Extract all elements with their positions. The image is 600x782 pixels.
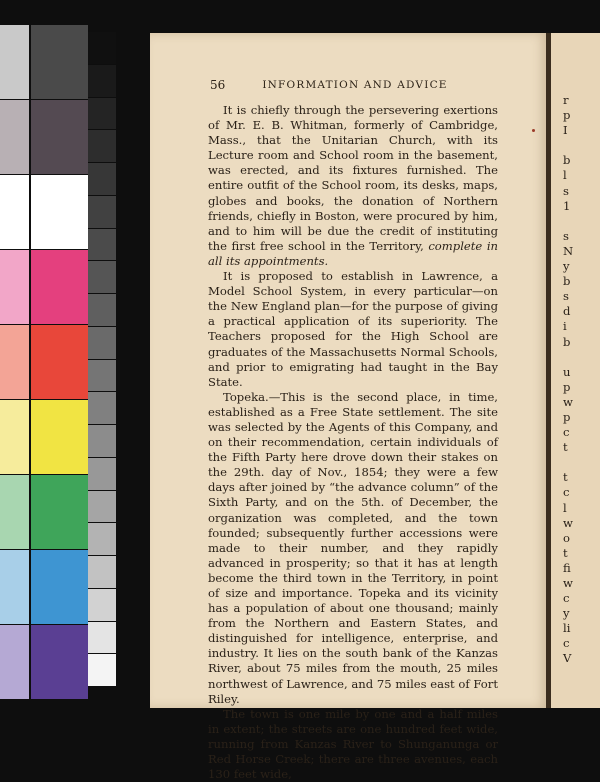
grayscale-step <box>88 556 116 588</box>
next-page-letter: u <box>563 364 571 379</box>
next-page-letter: c <box>563 591 570 606</box>
color-swatch-dark <box>31 175 88 249</box>
grayscale-step <box>88 294 116 326</box>
next-page-edge <box>551 33 600 708</box>
grayscale-step <box>88 425 116 457</box>
next-page-letter: w <box>563 576 573 590</box>
grayscale-step <box>88 360 116 392</box>
grayscale-step <box>88 65 116 97</box>
grayscale-step <box>88 229 116 261</box>
color-swatch-dark <box>31 325 88 399</box>
next-page-text <box>563 93 600 667</box>
color-swatch-dark <box>31 550 88 624</box>
color-swatch-dark <box>31 25 88 99</box>
color-chip <box>0 400 88 474</box>
next-page-letter: b <box>563 334 571 349</box>
next-page-letter: 1 <box>563 198 571 213</box>
grayscale-step <box>88 196 116 228</box>
paragraph: It is proposed to establish in Lawrence, a Model School System, in every particular—on the New England plan—for the purpose of giving a practical application of its superiority. The Teachers proposed for the High School are graduates of the Massachusetts Normal Schools, and prior to emigrating had taught in the Bay State. <box>208 269 498 389</box>
next-page-letter <box>563 455 600 470</box>
next-page-letter: t <box>563 545 568 560</box>
color-chip <box>0 625 88 699</box>
color-chip <box>0 550 88 624</box>
ink-spot <box>532 129 535 132</box>
color-swatch-light <box>0 550 29 624</box>
color-swatch-light <box>0 100 29 174</box>
grayscale-step <box>88 392 116 424</box>
color-swatch-light <box>0 25 29 99</box>
color-swatch-dark <box>31 475 88 549</box>
next-page-letter <box>563 214 600 229</box>
page-number: 56 <box>210 78 226 92</box>
color-chip <box>0 475 88 549</box>
paragraph: Topeka.—This is the second place, in time, established as a Free State settlement. The site was selected by the Agents of this Company, and on their recommendation, certain individuals of the Fifth Party here drove down their stakes on the 29th. day of Nov., 1854; they were a few days after joined by “the advance column” of the Sixth Party, and on the 5th. of December, the organization was completed, and the town founded; subsequently further accessions were made to their number, and they rapidly advanced in prosperity; so that it has at length become the third town in the Territory, in point of size and importance. Topeka and its vicinity has a population of about one thousand; mainly from the Northern and Eastern States, and distinguished for intelligence, enterprise, and industry. It lies on the south bank of the Kanzas River, about 75 miles from the mouth, 25 miles northwest of Lawrence, and 75 miles east of Fort Riley. <box>208 389 498 706</box>
color-swatch-light <box>0 175 29 249</box>
next-page-letter: w <box>563 394 573 409</box>
next-page-letter: fi <box>563 560 571 575</box>
grayscale-step <box>88 98 116 130</box>
next-page-letter: p <box>563 108 571 123</box>
grayscale-strip <box>88 32 116 687</box>
color-chip <box>0 325 88 399</box>
running-head: INFORMATION AND ADVICE <box>262 79 448 91</box>
grayscale-step <box>88 589 116 621</box>
next-page-letter: s <box>563 228 569 243</box>
next-page-letter: t <box>563 470 568 485</box>
next-page-letter: c <box>563 485 570 500</box>
color-swatch-light <box>0 325 29 399</box>
color-chip <box>0 100 88 174</box>
next-page-letter: V <box>563 651 572 666</box>
grayscale-step <box>88 458 116 490</box>
next-page-letter <box>563 138 600 153</box>
book-page <box>150 33 548 782</box>
color-chip <box>0 25 88 99</box>
next-page-letter: t <box>563 440 568 455</box>
grayscale-step <box>88 654 116 686</box>
next-page-letter: p <box>563 409 571 424</box>
next-page-letter: o <box>563 530 570 545</box>
color-swatch-dark <box>31 400 88 474</box>
page-body <box>208 103 498 782</box>
grayscale-step <box>88 130 116 162</box>
next-page-letter: p <box>563 379 571 394</box>
next-page-letter: l <box>563 500 567 515</box>
paragraph: It is chiefly through the persevering exertions of Mr. E. B. Whitman, formerly of Cambridge, Mass., that the Unitarian Church, with its Lecture room and School room in the basement, was erected, and its fixtures furnished. The entire outfit of the School room, its desks, maps, globes and books, the donation of Northern friends, chiefly in Boston, were procured by him, and to him will be due the credit of instituting the first free school in the Territory, complete in all its appointments. <box>208 103 499 268</box>
paragraph: The town is one mile by one and a half miles in extent; the streets are one hundred feet wide, running from Kanzas River to Shunganunga or Red Horse Creek; there are three avenues, each 130 feet wide, <box>208 706 498 782</box>
next-page-letter: b <box>563 153 571 168</box>
next-page-letter: y <box>563 606 570 621</box>
color-swatch-dark <box>31 625 88 699</box>
next-page-letter: d <box>563 304 571 319</box>
next-page-letter: s <box>563 183 569 198</box>
next-page-letter: N <box>563 243 574 258</box>
next-page-letter: c <box>563 425 570 440</box>
color-chip <box>0 175 88 249</box>
next-page-letter: i <box>563 319 567 334</box>
next-page-letter: c <box>563 636 570 651</box>
color-swatch-dark <box>31 100 88 174</box>
grayscale-step <box>88 163 116 195</box>
color-swatch-dark <box>31 250 88 324</box>
next-page-letter: I <box>563 123 568 138</box>
color-swatch-light <box>0 625 29 699</box>
color-checker <box>0 25 90 700</box>
next-page-letter: s <box>563 289 569 304</box>
color-swatch-light <box>0 400 29 474</box>
grayscale-step <box>88 622 116 654</box>
next-page-letter: b <box>563 274 571 289</box>
next-page-letter: r <box>563 93 569 107</box>
grayscale-step <box>88 491 116 523</box>
color-swatch-light <box>0 475 29 549</box>
grayscale-step <box>88 32 116 64</box>
next-page-letter: l <box>563 168 567 183</box>
color-swatch-light <box>0 250 29 324</box>
next-page-letter: li <box>563 621 571 636</box>
next-page-letter <box>563 350 600 365</box>
grayscale-step <box>88 327 116 359</box>
color-chip <box>0 250 88 324</box>
grayscale-step <box>88 523 116 555</box>
grayscale-step <box>88 261 116 293</box>
next-page-letter: y <box>563 259 570 274</box>
next-page-letter: w <box>563 515 573 530</box>
